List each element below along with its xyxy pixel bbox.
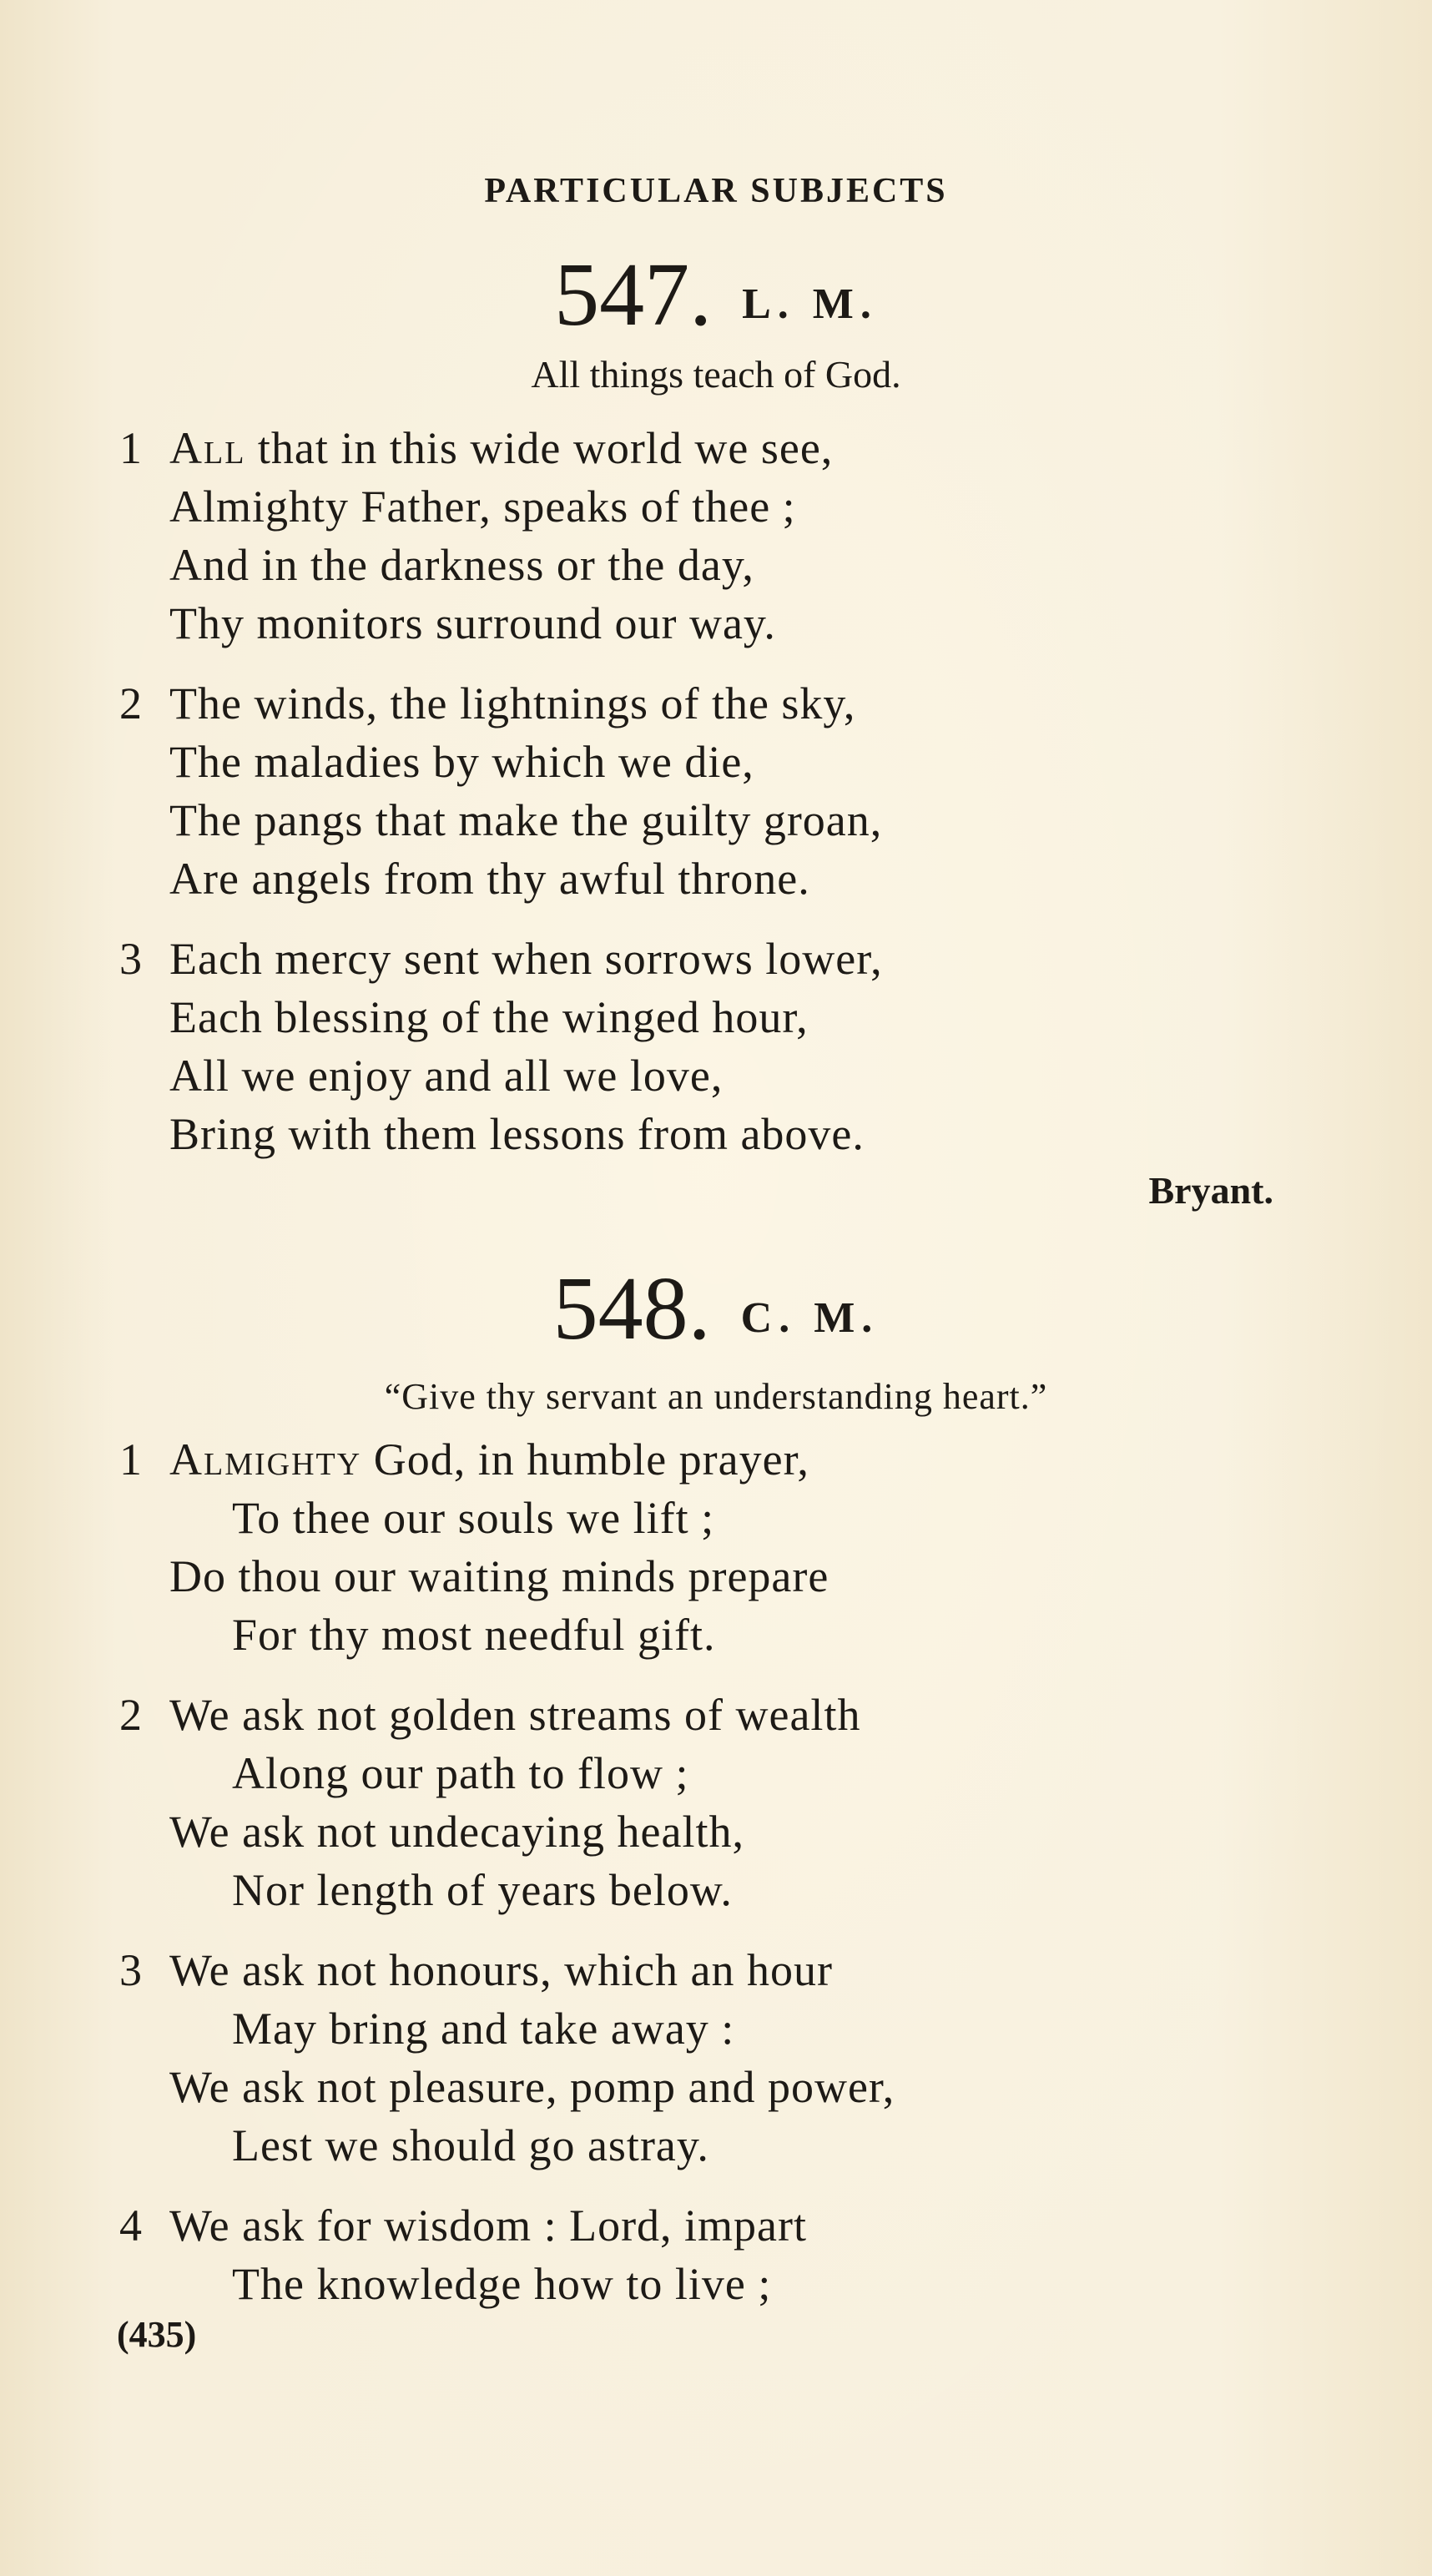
stanza-number: 4 — [119, 2200, 142, 2251]
verse-line: Along our path to flow ; — [232, 1748, 689, 1798]
verse-line-text: God, in humble prayer, — [361, 1434, 809, 1485]
hymn-547-title: All things teach of God. — [531, 353, 901, 396]
hymn-548-meter: C. M. — [740, 1294, 880, 1342]
hymn-548-title: “Give thy servant an understanding heart.” — [384, 1376, 1048, 1417]
verse-line: The knowledge how to live ; — [232, 2259, 772, 2309]
verse-line: For thy most needful gift. — [232, 1610, 716, 1660]
verse-line: May bring and take away : — [232, 2004, 735, 2054]
verse-line: The winds, the lightnings of the sky, — [169, 678, 856, 728]
hymn-547-meter: L. M. — [742, 280, 878, 328]
verse-line: Nor length of years below. — [232, 1865, 733, 1915]
verse-line: Each blessing of the winged hour, — [169, 992, 809, 1042]
stanza-number: 2 — [119, 1690, 142, 1740]
hymn-548-number: 548. — [552, 1259, 711, 1359]
verse-line: Thy monitors surround our way. — [169, 598, 776, 648]
verse-line: To thee our souls we lift ; — [232, 1493, 715, 1543]
verse-first-word: All — [169, 423, 246, 473]
verse-line: We ask not honours, which an hour — [169, 1945, 834, 1995]
verse-line: The maladies by which we die, — [169, 737, 754, 787]
verse-line: Each mercy sent when sorrows lower, — [169, 934, 883, 984]
verse-line: The pangs that make the guilty groan, — [169, 795, 883, 845]
verse-line: We ask not undecaying health, — [169, 1807, 744, 1857]
verse-line: We ask for wisdom : Lord, impart — [169, 2200, 808, 2251]
verse-line: Bring with them lessons from above. — [169, 1109, 865, 1159]
stanza-number: 1 — [119, 423, 142, 473]
hymn-547-number: 547. — [554, 245, 713, 345]
verse-line-text: that in this wide world we see, — [245, 423, 834, 473]
verse-line: We ask not golden streams of wealth — [169, 1690, 861, 1740]
running-head: PARTICULAR SUBJECTS — [484, 172, 948, 210]
hymn-547-author: Bryant. — [1148, 1169, 1273, 1212]
verse-line: And in the darkness or the day, — [169, 540, 754, 590]
stanza-number: 1 — [119, 1434, 142, 1485]
stanza-number: 3 — [119, 1945, 142, 1995]
verse-line — [169, 1434, 809, 1485]
verse-first-word: Almighty — [169, 1434, 362, 1485]
verse-line: Are angels from thy awful throne. — [169, 854, 810, 904]
page-number: (435) — [117, 2314, 197, 2355]
stanza-number: 3 — [119, 934, 142, 984]
verse-line: Almighty Father, speaks of thee ; — [169, 481, 796, 532]
verse-line — [169, 422, 833, 474]
hymn-548-heading — [0, 1259, 1432, 1359]
stanza-number: 2 — [119, 678, 142, 728]
hymn-547-heading — [0, 245, 1432, 345]
verse-line: We ask not pleasure, pomp and power, — [169, 2062, 895, 2112]
verse-line: Do thou our waiting minds prepare — [169, 1551, 829, 1601]
verse-line: Lest we should go astray. — [232, 2120, 709, 2170]
verse-line: All we enjoy and all we love, — [169, 1051, 724, 1101]
